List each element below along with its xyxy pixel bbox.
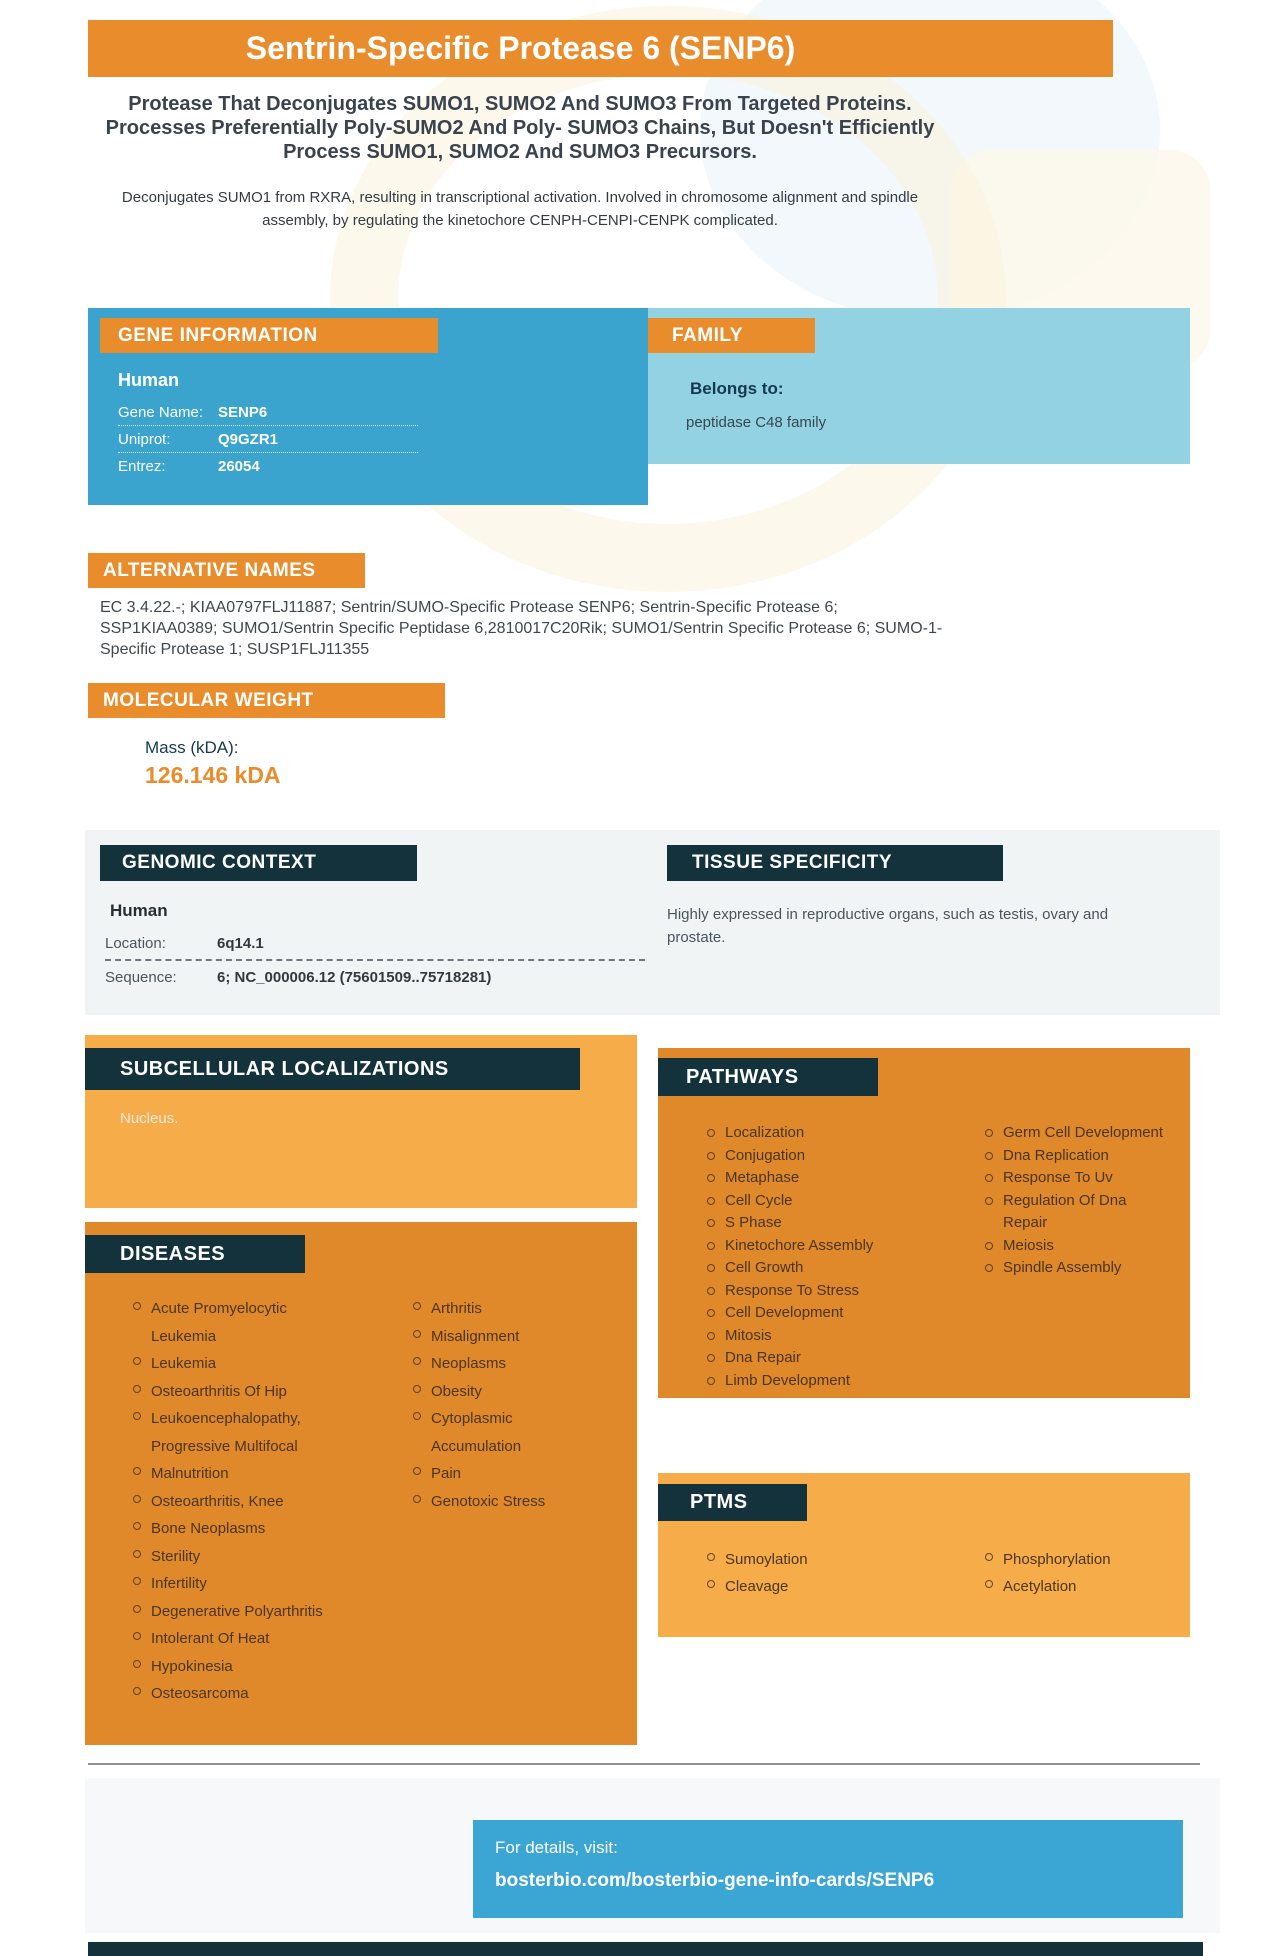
list-item	[133, 1350, 328, 1378]
location-value: 6q14.1	[217, 935, 264, 952]
genomic-tissue-panel	[85, 830, 1220, 1015]
list-item-label: Acute Promyelocytic Leukemia	[151, 1300, 287, 1345]
list-item	[707, 1302, 947, 1325]
ptms-list-col1	[707, 1546, 947, 1600]
family-heading: FAMILY	[648, 318, 815, 353]
circle-bullet-icon	[133, 1550, 141, 1558]
list-item-label: Regulation Of Dna Repair	[1003, 1191, 1127, 1231]
pathways-list-col1	[707, 1122, 947, 1392]
circle-bullet-icon	[413, 1467, 421, 1475]
alternative-names-text: EC 3.4.22.-; KIAA0797FLJ11887; Sentrin/SUMO-Specific Protease SENP6; Sentrin-Specific Protease 6; SSP1KIAA0389; SUMO1/Sentrin Specific Peptidase 6,2810017C20Rik; SUMO1/Sentrin Specific Protease 6; SUMO-1-Specific Protease 1; SUSP1FLJ11355	[100, 599, 943, 658]
list-item-label: Intolerant Of Heat	[151, 1630, 270, 1647]
ptms-list-col2	[985, 1546, 1185, 1600]
list-item	[133, 1460, 328, 1488]
list-item-label: Sumoylation	[725, 1551, 808, 1568]
location-label: Location:	[105, 935, 166, 952]
list-item	[133, 1378, 328, 1406]
list-item-label: Osteoarthritis Of Hip	[151, 1382, 287, 1400]
circle-bullet-icon	[985, 1264, 993, 1272]
list-item-label: Bone Neoplasms	[151, 1520, 266, 1537]
alternative-names-heading: ALTERNATIVE NAMES	[88, 553, 365, 588]
list-item-label: Obesity	[431, 1382, 482, 1400]
list-item	[133, 1653, 328, 1681]
list-item	[707, 1212, 947, 1235]
uniprot-label: Uniprot:	[118, 431, 171, 448]
gene-name-row	[118, 399, 418, 426]
list-item	[985, 1235, 1170, 1258]
diseases-columns	[85, 1295, 637, 1708]
tissue-specificity-heading: TISSUE SPECIFICITY	[667, 845, 1003, 881]
list-item	[133, 1570, 328, 1598]
list-item-label: Sterility	[151, 1547, 201, 1565]
list-item	[133, 1680, 328, 1708]
circle-bullet-icon	[985, 1197, 993, 1205]
list-item-label: Osteoarthritis, Knee	[151, 1492, 284, 1510]
diseases-list-col1	[133, 1295, 328, 1708]
family-belongs-label: Belongs to:	[690, 379, 784, 398]
uniprot-value: Q9GZR1	[218, 431, 279, 448]
list-item-label: Response To Stress	[725, 1281, 859, 1299]
list-item-label: Degenerative Polyarthritis	[151, 1602, 323, 1620]
ptms-columns	[658, 1546, 1190, 1600]
list-item-label: Genotoxic Stress	[431, 1492, 546, 1510]
sequence-label: Sequence:	[105, 969, 177, 986]
summary-detail-text: Deconjugates SUMO1 from RXRA, resulting in transcriptional activation. Involved in chromosome alignment and spindle assembly, by regulating the kinetochore CENPH-CENPI-CENPK complicated.	[121, 189, 919, 229]
circle-bullet-icon	[707, 1152, 715, 1160]
list-item-label: Leukoencephalopathy, Progressive Multifocal	[151, 1410, 301, 1455]
circle-bullet-icon	[133, 1385, 141, 1393]
entrez-label: Entrez:	[118, 458, 166, 475]
list-item	[985, 1122, 1170, 1145]
list-item-label: Pain	[431, 1465, 462, 1482]
list-item	[707, 1370, 947, 1393]
circle-bullet-icon	[413, 1302, 421, 1310]
entrez-value: 26054	[218, 458, 260, 475]
list-item	[985, 1190, 1170, 1235]
circle-bullet-icon	[133, 1412, 141, 1420]
gene-information-heading: GENE INFORMATION	[100, 318, 438, 353]
circle-bullet-icon	[707, 1309, 715, 1317]
footer-divider	[88, 1763, 1200, 1765]
circle-bullet-icon	[707, 1219, 715, 1227]
subcellular-localizations-heading: SUBCELLULAR LOCALIZATIONS	[85, 1048, 580, 1090]
list-item	[985, 1546, 1185, 1573]
circle-bullet-icon	[707, 1354, 715, 1362]
footer-callout-box	[473, 1820, 1183, 1918]
list-item-label: Phosphorylation	[1003, 1551, 1111, 1568]
list-item-label: Germ Cell Development	[1003, 1124, 1164, 1141]
list-item-label: Cell Growth	[725, 1259, 804, 1276]
circle-bullet-icon	[133, 1522, 141, 1530]
list-item	[707, 1235, 947, 1258]
circle-bullet-icon	[985, 1174, 993, 1182]
list-item-label: Cleavage	[725, 1578, 789, 1595]
list-item	[707, 1167, 947, 1190]
ptms-section	[658, 1473, 1190, 1637]
circle-bullet-icon	[133, 1357, 141, 1365]
footer-url-link[interactable]: bosterbio.com/bosterbio-gene-info-cards/SENP6	[495, 1870, 935, 1891]
list-item-label: Meiosis	[1003, 1236, 1054, 1254]
list-item-label: Cell Cycle	[725, 1191, 793, 1209]
list-item-label: Localization	[725, 1124, 805, 1141]
list-item-label: Conjugation	[725, 1146, 806, 1164]
list-item	[707, 1257, 947, 1280]
circle-bullet-icon	[985, 1242, 993, 1250]
list-item-label: Cell Development	[725, 1304, 844, 1321]
list-item	[133, 1405, 328, 1460]
list-item	[707, 1325, 947, 1348]
list-item	[133, 1515, 328, 1543]
gene-information-rows	[118, 399, 418, 479]
top-panels-row	[88, 308, 1190, 505]
mass-value: 126.146 kDA	[145, 762, 281, 788]
subcellular-localizations-text: Nucleus.	[120, 1110, 179, 1127]
list-item	[985, 1257, 1170, 1280]
tissue-specificity-text: Highly expressed in reproductive organs, such as testis, ovary and prostate.	[667, 906, 1109, 946]
footer-section	[85, 1778, 1220, 1933]
list-item	[413, 1350, 593, 1378]
circle-bullet-icon	[985, 1129, 993, 1137]
molecular-weight-heading: MOLECULAR WEIGHT	[88, 683, 445, 718]
circle-bullet-icon	[707, 1332, 715, 1340]
circle-bullet-icon	[707, 1287, 715, 1295]
list-item	[413, 1378, 593, 1406]
circle-bullet-icon	[707, 1553, 715, 1561]
circle-bullet-icon	[133, 1577, 141, 1585]
entrez-row	[118, 453, 418, 479]
circle-bullet-icon	[133, 1495, 141, 1503]
uniprot-row	[118, 426, 418, 453]
circle-bullet-icon	[707, 1129, 715, 1137]
sequence-value: 6; NC_000006.12 (75601509..75718281)	[217, 969, 492, 986]
list-item-label: Response To Uv	[1003, 1169, 1113, 1186]
circle-bullet-icon	[985, 1152, 993, 1160]
circle-bullet-icon	[707, 1174, 715, 1182]
circle-bullet-icon	[133, 1687, 141, 1695]
circle-bullet-icon	[133, 1467, 141, 1475]
ptms-heading: PTMS	[658, 1484, 807, 1521]
pathways-section	[658, 1048, 1190, 1398]
list-item	[413, 1405, 593, 1460]
family-section	[648, 308, 1190, 464]
list-item	[413, 1460, 593, 1488]
list-item	[707, 1145, 947, 1168]
list-item-label: Neoplasms	[431, 1355, 507, 1372]
list-item-label: Cytoplasmic Accumulation	[431, 1410, 522, 1455]
list-item-label: Spindle Assembly	[1003, 1259, 1122, 1276]
diseases-heading: DISEASES	[85, 1235, 305, 1273]
circle-bullet-icon	[707, 1242, 715, 1250]
list-item-label: S Phase	[725, 1214, 782, 1231]
circle-bullet-icon	[413, 1357, 421, 1365]
gene-species: Human	[118, 370, 180, 390]
list-item	[707, 1122, 947, 1145]
circle-bullet-icon	[133, 1632, 141, 1640]
circle-bullet-icon	[707, 1377, 715, 1385]
list-item-label: Mitosis	[725, 1326, 772, 1344]
location-row	[105, 927, 645, 959]
list-item	[133, 1543, 328, 1571]
pathways-columns	[658, 1122, 1190, 1392]
list-item	[985, 1573, 1185, 1600]
list-item	[413, 1323, 593, 1351]
list-item	[133, 1625, 328, 1653]
list-item	[985, 1145, 1170, 1168]
list-item	[707, 1280, 947, 1303]
list-item	[985, 1167, 1170, 1190]
list-item	[707, 1347, 947, 1370]
pathways-list-col2	[985, 1122, 1170, 1280]
mass-label: Mass (kDA):	[145, 738, 239, 757]
circle-bullet-icon	[133, 1660, 141, 1668]
diseases-section	[85, 1222, 637, 1745]
title-banner	[88, 20, 1113, 77]
circle-bullet-icon	[413, 1330, 421, 1338]
list-item	[133, 1488, 328, 1516]
list-item-label: Kinetochore Assembly	[725, 1236, 874, 1254]
circle-bullet-icon	[707, 1580, 715, 1588]
footer-visit-label: For details, visit:	[495, 1838, 618, 1857]
list-item	[413, 1295, 593, 1323]
list-item	[133, 1598, 328, 1626]
circle-bullet-icon	[985, 1580, 993, 1588]
list-item-label: Infertility	[151, 1575, 207, 1592]
list-item	[133, 1295, 328, 1350]
family-value: peptidase C48 family	[686, 414, 827, 431]
list-item-label: Dna Replication	[1003, 1146, 1109, 1164]
list-item	[707, 1573, 947, 1600]
circle-bullet-icon	[133, 1605, 141, 1613]
diseases-list-col2	[413, 1295, 593, 1515]
list-item-label: Hypokinesia	[151, 1657, 233, 1675]
circle-bullet-icon	[707, 1264, 715, 1272]
subcellular-localizations-section	[85, 1035, 637, 1208]
list-item	[707, 1546, 947, 1573]
genomic-species: Human	[110, 901, 168, 920]
list-item-label: Leukemia	[151, 1355, 217, 1372]
gene-name-value: SENP6	[218, 404, 268, 421]
circle-bullet-icon	[413, 1385, 421, 1393]
genomic-context-section	[100, 830, 667, 1015]
list-item-label: Acetylation	[1003, 1578, 1077, 1595]
list-item-label: Limb Development	[725, 1371, 851, 1389]
list-item-label: Misalignment	[431, 1327, 520, 1345]
sequence-row	[105, 959, 645, 993]
tissue-specificity-section	[667, 830, 1220, 1015]
list-item-label: Osteosarcoma	[151, 1685, 249, 1702]
list-item-label: Metaphase	[725, 1169, 800, 1186]
circle-bullet-icon	[413, 1412, 421, 1420]
gene-information-section	[88, 308, 648, 505]
circle-bullet-icon	[985, 1553, 993, 1561]
list-item	[413, 1488, 593, 1516]
circle-bullet-icon	[413, 1495, 421, 1503]
list-item	[707, 1190, 947, 1213]
genomic-context-rows	[105, 927, 645, 993]
list-item-label: Malnutrition	[151, 1465, 229, 1482]
pathways-heading: PATHWAYS	[658, 1058, 878, 1096]
gene-name-label: Gene Name:	[118, 404, 204, 421]
circle-bullet-icon	[133, 1302, 141, 1310]
genomic-context-heading: GENOMIC CONTEXT	[100, 845, 417, 881]
bottom-accent-bar	[88, 1942, 1203, 1956]
list-item-label: Arthritis	[431, 1300, 482, 1317]
list-item-label: Dna Repair	[725, 1349, 801, 1366]
circle-bullet-icon	[707, 1197, 715, 1205]
summary-bold-text: Protease That Deconjugates SUMO1, SUMO2 And SUMO3 From Targeted Proteins. Processes Preferentially Poly-SUMO2 And Poly- SUMO3 Chains, But Doesn't Efficiently Process SUMO1, SUMO2 And SUMO3 Precursors.	[105, 93, 935, 163]
page-title: Sentrin-Specific Protease 6 (SENP6)	[245, 30, 796, 66]
